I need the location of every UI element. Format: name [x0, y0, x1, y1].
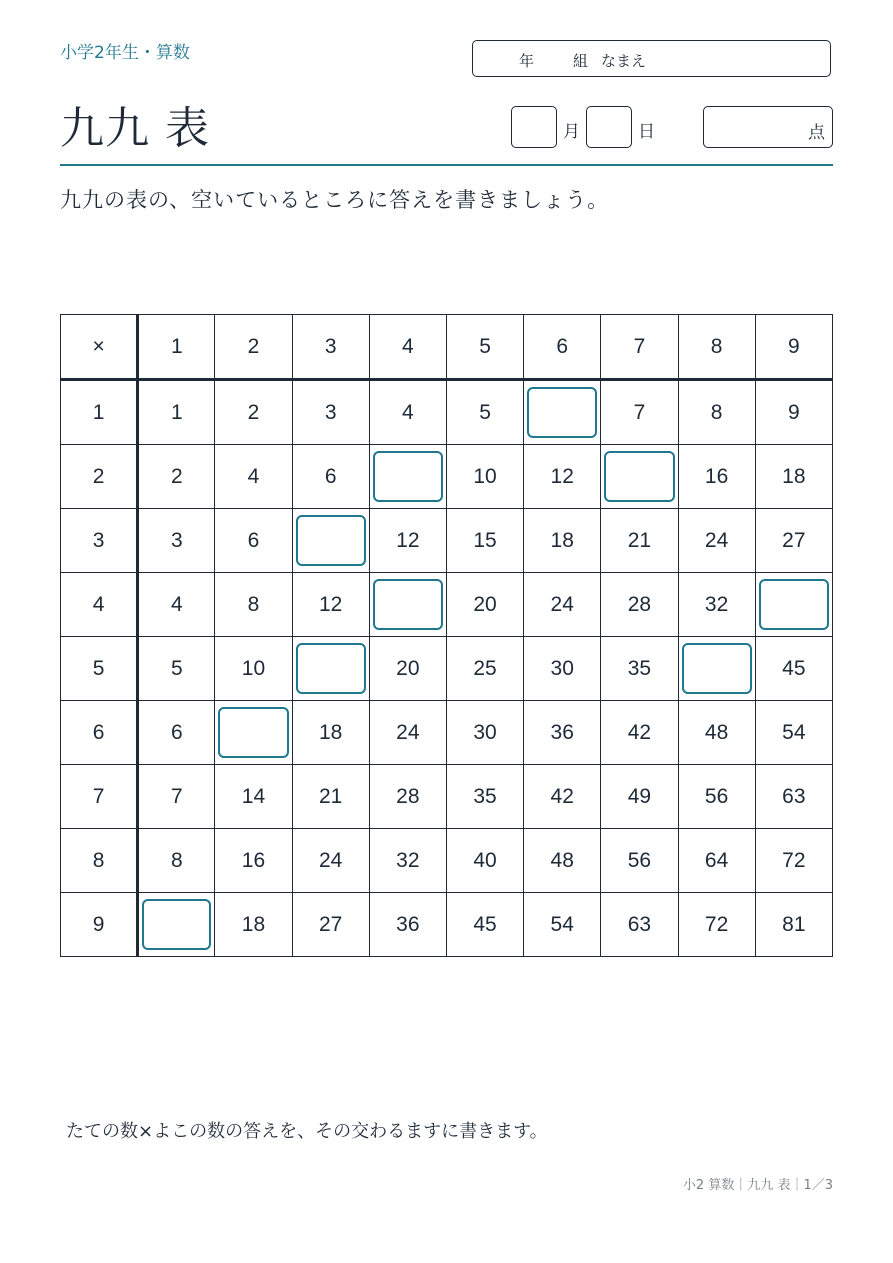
- product-cell: 18: [755, 445, 832, 509]
- column-header-7: 7: [601, 315, 678, 380]
- grade-subject-label: 小学2年生・算数: [60, 43, 190, 63]
- product-cell: 6: [138, 701, 215, 765]
- column-header-row: [61, 315, 833, 380]
- product-cell: 7: [601, 380, 678, 445]
- product-cell: 6: [292, 445, 369, 509]
- product-cell: 18: [215, 893, 292, 957]
- product-cell: 20: [369, 637, 446, 701]
- product-cell: 81: [755, 893, 832, 957]
- explanation-note: たての数×よこの数の答えを、その交わるますに書きます。: [66, 1121, 548, 1142]
- page-footer: 小2 算数｜九九 表｜1／3: [682, 1178, 833, 1193]
- product-cell: 28: [601, 573, 678, 637]
- column-header-4: 4: [369, 315, 446, 380]
- product-cell: 4: [369, 380, 446, 445]
- product-cell: 40: [446, 829, 523, 893]
- column-header-9: 9: [755, 315, 832, 380]
- class-label: 組: [573, 52, 589, 70]
- product-cell: 27: [292, 893, 369, 957]
- product-cell: 30: [524, 637, 601, 701]
- product-cell: 54: [755, 701, 832, 765]
- product-cell: 1: [138, 380, 215, 445]
- product-cell: 32: [369, 829, 446, 893]
- product-cell: 36: [369, 893, 446, 957]
- product-cell: 10: [215, 637, 292, 701]
- product-cell: 18: [524, 509, 601, 573]
- product-cell: 36: [524, 701, 601, 765]
- column-header-1: 1: [138, 315, 215, 380]
- product-cell: 30: [446, 701, 523, 765]
- product-cell: 28: [369, 765, 446, 829]
- answer-blank-cell[interactable]: [369, 445, 446, 509]
- product-cell: 24: [292, 829, 369, 893]
- answer-input-box[interactable]: [759, 579, 829, 630]
- product-cell: 32: [678, 573, 755, 637]
- table-row: [61, 445, 833, 509]
- product-cell: 42: [601, 701, 678, 765]
- row-header-7: 7: [61, 765, 138, 829]
- product-cell: 27: [755, 509, 832, 573]
- row-header-6: 6: [61, 701, 138, 765]
- table-row: [61, 765, 833, 829]
- answer-input-box[interactable]: [527, 387, 597, 438]
- answer-blank-cell[interactable]: [215, 701, 292, 765]
- table-row: [61, 573, 833, 637]
- answer-blank-cell[interactable]: [524, 380, 601, 445]
- answer-blank-cell[interactable]: [369, 573, 446, 637]
- product-cell: 64: [678, 829, 755, 893]
- product-cell: 3: [292, 380, 369, 445]
- product-cell: 45: [755, 637, 832, 701]
- row-header-9: 9: [61, 893, 138, 957]
- row-header-3: 3: [61, 509, 138, 573]
- product-cell: 2: [215, 380, 292, 445]
- row-header-4: 4: [61, 573, 138, 637]
- product-cell: 12: [292, 573, 369, 637]
- product-cell: 56: [601, 829, 678, 893]
- answer-blank-cell[interactable]: [138, 893, 215, 957]
- row-header-5: 5: [61, 637, 138, 701]
- answer-blank-cell[interactable]: [601, 445, 678, 509]
- table-row: [61, 701, 833, 765]
- product-cell: 4: [138, 573, 215, 637]
- product-cell: 7: [138, 765, 215, 829]
- row-header-2: 2: [61, 445, 138, 509]
- product-cell: 35: [601, 637, 678, 701]
- header-divider: [60, 164, 833, 166]
- product-cell: 72: [678, 893, 755, 957]
- product-cell: 6: [215, 509, 292, 573]
- column-header-6: 6: [524, 315, 601, 380]
- product-cell: 2: [138, 445, 215, 509]
- product-cell: 48: [524, 829, 601, 893]
- multiplication-table: [60, 314, 833, 957]
- name-field[interactable]: [472, 40, 831, 77]
- product-cell: 49: [601, 765, 678, 829]
- table-row: [61, 829, 833, 893]
- answer-blank-cell[interactable]: [292, 637, 369, 701]
- product-cell: 63: [601, 893, 678, 957]
- table-row: [61, 637, 833, 701]
- product-cell: 24: [524, 573, 601, 637]
- product-cell: 54: [524, 893, 601, 957]
- product-cell: 15: [446, 509, 523, 573]
- product-cell: 5: [446, 380, 523, 445]
- product-cell: 16: [678, 445, 755, 509]
- answer-blank-cell[interactable]: [292, 509, 369, 573]
- product-cell: 56: [678, 765, 755, 829]
- answer-input-box[interactable]: [296, 515, 366, 566]
- answer-input-box[interactable]: [604, 451, 674, 502]
- product-cell: 8: [215, 573, 292, 637]
- column-header-8: 8: [678, 315, 755, 380]
- product-cell: 5: [138, 637, 215, 701]
- product-cell: 24: [678, 509, 755, 573]
- score-label: 点: [808, 123, 825, 143]
- table-row: [61, 380, 833, 445]
- column-header-5: 5: [446, 315, 523, 380]
- product-cell: 8: [678, 380, 755, 445]
- table-row: [61, 893, 833, 957]
- product-cell: 12: [524, 445, 601, 509]
- product-cell: 12: [369, 509, 446, 573]
- product-cell: 18: [292, 701, 369, 765]
- answer-input-box[interactable]: [296, 643, 366, 694]
- name-label: なまえ: [601, 52, 647, 70]
- year-label: 年: [519, 52, 535, 70]
- day-label: 日: [638, 122, 655, 142]
- product-cell: 21: [601, 509, 678, 573]
- row-header-8: 8: [61, 829, 138, 893]
- table-row: [61, 509, 833, 573]
- page-title: 九九 表: [60, 103, 210, 154]
- product-cell: 9: [755, 380, 832, 445]
- product-cell: 3: [138, 509, 215, 573]
- product-cell: 10: [446, 445, 523, 509]
- instruction-text: 九九の表の、空いているところに答えを書きましょう。: [60, 188, 610, 212]
- day-field[interactable]: [586, 106, 632, 148]
- answer-input-box[interactable]: [682, 643, 752, 694]
- answer-blank-cell[interactable]: [678, 637, 755, 701]
- product-cell: 25: [446, 637, 523, 701]
- answer-input-box[interactable]: [218, 707, 288, 758]
- product-cell: 72: [755, 829, 832, 893]
- product-cell: 45: [446, 893, 523, 957]
- product-cell: 14: [215, 765, 292, 829]
- product-cell: 35: [446, 765, 523, 829]
- times-symbol-cell: ×: [61, 315, 138, 380]
- product-cell: 24: [369, 701, 446, 765]
- product-cell: 16: [215, 829, 292, 893]
- answer-input-box[interactable]: [373, 451, 443, 502]
- product-cell: 8: [138, 829, 215, 893]
- month-field[interactable]: [511, 106, 557, 148]
- product-cell: 20: [446, 573, 523, 637]
- column-header-2: 2: [215, 315, 292, 380]
- product-cell: 42: [524, 765, 601, 829]
- answer-input-box[interactable]: [373, 579, 443, 630]
- product-cell: 21: [292, 765, 369, 829]
- score-field[interactable]: [703, 106, 833, 148]
- product-cell: 48: [678, 701, 755, 765]
- answer-input-box[interactable]: [142, 899, 211, 950]
- answer-blank-cell[interactable]: [755, 573, 832, 637]
- product-cell: 63: [755, 765, 832, 829]
- row-header-1: 1: [61, 380, 138, 445]
- month-label: 月: [563, 122, 580, 142]
- product-cell: 4: [215, 445, 292, 509]
- column-header-3: 3: [292, 315, 369, 380]
